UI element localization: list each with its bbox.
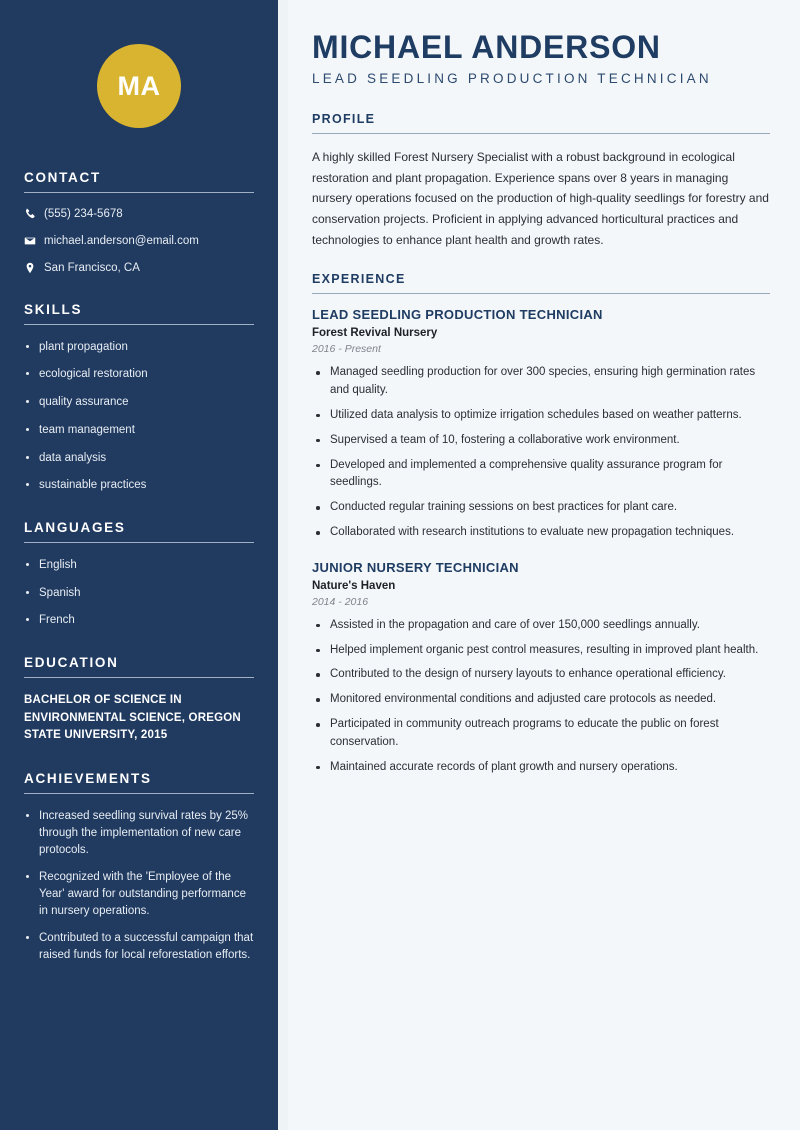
list-item: Managed seedling production for over 300 species, ensuring high germination rates and quality. bbox=[312, 364, 770, 400]
skills-heading: SKILLS bbox=[24, 301, 83, 317]
section-profile bbox=[312, 112, 770, 250]
achievements-divider bbox=[24, 793, 254, 794]
experience-role: LEAD SEEDLING PRODUCTION TECHNICIAN bbox=[312, 307, 603, 323]
achievements-list bbox=[24, 808, 254, 963]
list-item: Maintained accurate records of plant growth and nursery operations. bbox=[312, 759, 770, 777]
headline-job-title: LEAD SEEDLING PRODUCTION TECHNICIAN bbox=[312, 71, 712, 87]
achievements-heading: ACHIEVEMENTS bbox=[24, 771, 152, 787]
list-item: English bbox=[24, 557, 254, 574]
experience-heading: EXPERIENCE bbox=[312, 272, 406, 287]
list-item: Spanish bbox=[24, 585, 254, 602]
languages-list bbox=[24, 557, 254, 629]
sidebar bbox=[0, 0, 278, 1130]
skills-divider bbox=[24, 324, 254, 325]
email-value: michael.anderson@email.com bbox=[44, 234, 199, 247]
list-item: Contributed to the design of nursery layouts to enhance operational efficiency. bbox=[312, 666, 770, 684]
sidebar-section-achievements bbox=[24, 771, 254, 963]
sidebar-section-education bbox=[24, 655, 254, 745]
list-item: Collaborated with research institutions to evaluate new propagation techniques. bbox=[312, 524, 770, 542]
experience-bullets bbox=[312, 617, 770, 777]
envelope-icon bbox=[24, 235, 44, 247]
list-item: Supervised a team of 10, fostering a collaborative work environment. bbox=[312, 432, 770, 450]
experience-item bbox=[312, 560, 770, 777]
location-value: San Francisco, CA bbox=[44, 261, 140, 274]
list-item: Recognized with the 'Employee of the Year' award for outstanding performance in nursery operations. bbox=[24, 869, 254, 919]
contact-item-location[interactable] bbox=[24, 261, 254, 276]
experience-bullets bbox=[312, 364, 770, 542]
main-content bbox=[288, 0, 800, 1130]
profile-text: A highly skilled Forest Nursery Specialist with a robust background in ecological restoration and plant propagation. Experience spans over 8 years in managing nursery operations focused on the production of high-quality seedlings for forestry and conservation projects. Proficient in applying advanced horticultural practices and technologies to enhance plant health and growth rates. bbox=[312, 150, 769, 247]
list-item: Conducted regular training sessions on best practices for plant care. bbox=[312, 499, 770, 517]
page-title: MICHAEL ANDERSON bbox=[312, 29, 661, 65]
phone-value: (555) 234-5678 bbox=[44, 208, 123, 220]
profile-heading: PROFILE bbox=[312, 112, 376, 127]
sidebar-section-contact bbox=[24, 170, 254, 276]
education-divider bbox=[24, 677, 254, 678]
list-item: Contributed to a successful campaign that raised funds for local reforestation efforts. bbox=[24, 930, 254, 963]
experience-divider bbox=[312, 293, 770, 294]
list-item: quality assurance bbox=[24, 394, 254, 411]
list-item: Monitored environmental conditions and adjusted care protocols as needed. bbox=[312, 691, 770, 709]
education-heading: EDUCATION bbox=[24, 654, 119, 670]
skills-list bbox=[24, 339, 254, 494]
list-item: Utilized data analysis to optimize irrigation schedules based on weather patterns. bbox=[312, 407, 770, 425]
sidebar-content-divider bbox=[278, 0, 288, 1130]
education-entry: BACHELOR OF SCIENCE IN ENVIRONMENTAL SCIENCE, OREGON STATE UNIVERSITY, 2015 bbox=[24, 693, 241, 742]
section-experience bbox=[312, 272, 770, 776]
experience-dates: 2016 - Present bbox=[312, 343, 381, 356]
sidebar-section-skills bbox=[24, 302, 254, 494]
sidebar-section-languages bbox=[24, 520, 254, 629]
experience-dates: 2014 - 2016 bbox=[312, 595, 369, 608]
profile-divider bbox=[312, 133, 770, 134]
experience-item bbox=[312, 307, 770, 542]
list-item: French bbox=[24, 612, 254, 629]
avatar-container bbox=[24, 0, 254, 170]
phone-icon bbox=[24, 208, 44, 220]
contact-item-email[interactable] bbox=[24, 234, 254, 249]
list-item: plant propagation bbox=[24, 339, 254, 356]
contact-divider bbox=[24, 192, 254, 193]
languages-divider bbox=[24, 542, 254, 543]
avatar-initials: MA bbox=[97, 44, 181, 128]
list-item: sustainable practices bbox=[24, 477, 254, 494]
experience-company: Forest Revival Nursery bbox=[312, 327, 438, 340]
contact-heading: CONTACT bbox=[24, 170, 101, 185]
languages-heading: LANGUAGES bbox=[24, 519, 126, 535]
contact-item-phone[interactable] bbox=[24, 207, 254, 222]
list-item: Increased seedling survival rates by 25% through the implementation of new care protocols. bbox=[24, 808, 254, 858]
list-item: Developed and implemented a comprehensive quality assurance program for seedlings. bbox=[312, 457, 770, 493]
experience-role: JUNIOR NURSERY TECHNICIAN bbox=[312, 559, 519, 575]
location-pin-icon bbox=[24, 262, 44, 274]
list-item: team management bbox=[24, 422, 254, 439]
list-item: Participated in community outreach programs to educate the public on forest conservation. bbox=[312, 716, 770, 752]
list-item: Assisted in the propagation and care of over 150,000 seedlings annually. bbox=[312, 617, 770, 635]
list-item: Helped implement organic pest control measures, resulting in improved plant health. bbox=[312, 642, 770, 660]
list-item: ecological restoration bbox=[24, 366, 254, 383]
experience-company: Nature's Haven bbox=[312, 579, 396, 592]
list-item: data analysis bbox=[24, 450, 254, 467]
